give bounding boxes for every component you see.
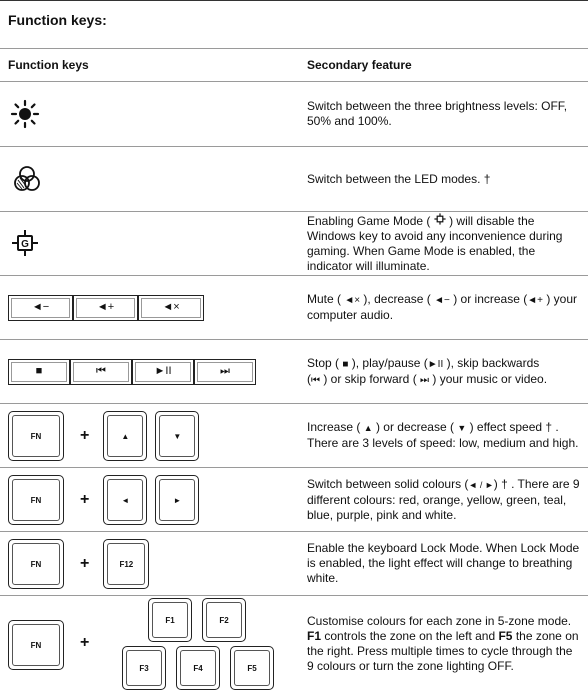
- f1-key: F1: [148, 598, 192, 642]
- table-row: [0, 276, 588, 340]
- game-key-cell: [0, 212, 298, 276]
- speed-description: Increase ( ▲ ) or decrease ( ▼ ) effect speed † . There are 3 levels of speed: low, medium and high.: [298, 404, 588, 468]
- volume-down-key: ◄−: [8, 295, 73, 321]
- f3-key: F3: [122, 646, 166, 690]
- table-row: [0, 532, 588, 596]
- lock-keys-cell: [0, 532, 298, 596]
- zone-keys-cell: [0, 596, 298, 692]
- fn-key: FN: [8, 475, 64, 525]
- f5-key: F5: [230, 646, 274, 690]
- f4-key: F4: [176, 646, 220, 690]
- right-arrow-key: ►: [155, 475, 199, 525]
- plus-sign: +: [80, 490, 90, 508]
- plus-sign: +: [80, 634, 90, 651]
- led-key-cell: [0, 147, 298, 212]
- fn-key: FN: [8, 411, 64, 461]
- table-row: [0, 82, 588, 147]
- led-description: Switch between the LED modes. †: [298, 147, 588, 212]
- brightness-description: Switch between the three brightness levels: OFF, 50% and 100%.: [298, 82, 588, 147]
- colour-description: Switch between solid colours (◄ / ►) † . There are 9 different colours: red, orange, yellow, green, teal, blue, purple, pink and white.: [298, 468, 588, 532]
- table-header-row: [0, 49, 588, 82]
- header-function-keys: Function keys: [0, 49, 298, 82]
- table-row: [0, 596, 588, 692]
- table-row: [0, 404, 588, 468]
- media-keys-cell: [0, 340, 298, 404]
- skip-back-key: ⏮: [70, 359, 132, 385]
- zone-description: Customise colours for each zone in 5-zone mode. F1 controls the zone on the left and F5 the zone on the right. Press multiple times to cycle through the 9 colours or turn the zone lighting OFF.: [298, 596, 588, 692]
- down-arrow-key: ▼: [155, 411, 199, 461]
- fn-key: FN: [8, 539, 64, 589]
- table-row: [0, 340, 588, 404]
- table-row: [0, 212, 588, 276]
- volume-up-key: ◄+: [73, 295, 138, 321]
- brightness-key-cell: [0, 82, 298, 147]
- audio-keys-cell: [0, 276, 298, 340]
- f2-key: F2: [202, 598, 246, 642]
- fn-key: FN: [8, 620, 64, 670]
- sun-icon: [10, 99, 40, 129]
- plus-sign: +: [80, 426, 90, 444]
- game-description: Enabling Game Mode ( ) will disable the Windows key to avoid any inconvenience during gaming. When Game Mode is enabled, the indicator will illuminate.: [298, 212, 588, 276]
- svg-text:G: G: [21, 239, 29, 250]
- skip-forward-key: ⏭: [194, 359, 256, 385]
- left-arrow-key: ◄: [103, 475, 147, 525]
- led-circles-icon: [12, 164, 42, 194]
- f12-key: F12: [103, 539, 149, 589]
- table-row: [0, 147, 588, 212]
- lock-description: Enable the keyboard Lock Mode. When Lock Mode is enabled, the light effect will change to breathing white.: [298, 532, 588, 596]
- top-border: [0, 0, 588, 1]
- stop-key: ■: [8, 359, 70, 385]
- page-title: Function keys:: [8, 12, 107, 28]
- play-pause-key: ►II: [132, 359, 194, 385]
- table-row: [0, 468, 588, 532]
- header-secondary-feature: Secondary feature: [298, 49, 588, 82]
- audio-description: Mute ( ◄× ), decrease ( ◄− ) or increase (◄+ ) your computer audio.: [298, 276, 588, 340]
- up-arrow-key: ▲: [103, 411, 147, 461]
- game-mode-icon: [10, 228, 40, 258]
- speed-keys-cell: [0, 404, 298, 468]
- game-mode-inline-icon: [434, 213, 446, 225]
- media-description: Stop ( ■ ), play/pause (►II ), skip backwards (⏮ ) or skip forward ( ⏭ ) your music or video.: [298, 340, 588, 404]
- function-keys-table: [0, 48, 588, 691]
- colour-keys-cell: [0, 468, 298, 532]
- plus-sign: +: [80, 554, 90, 572]
- mute-key: ◄×: [138, 295, 204, 321]
